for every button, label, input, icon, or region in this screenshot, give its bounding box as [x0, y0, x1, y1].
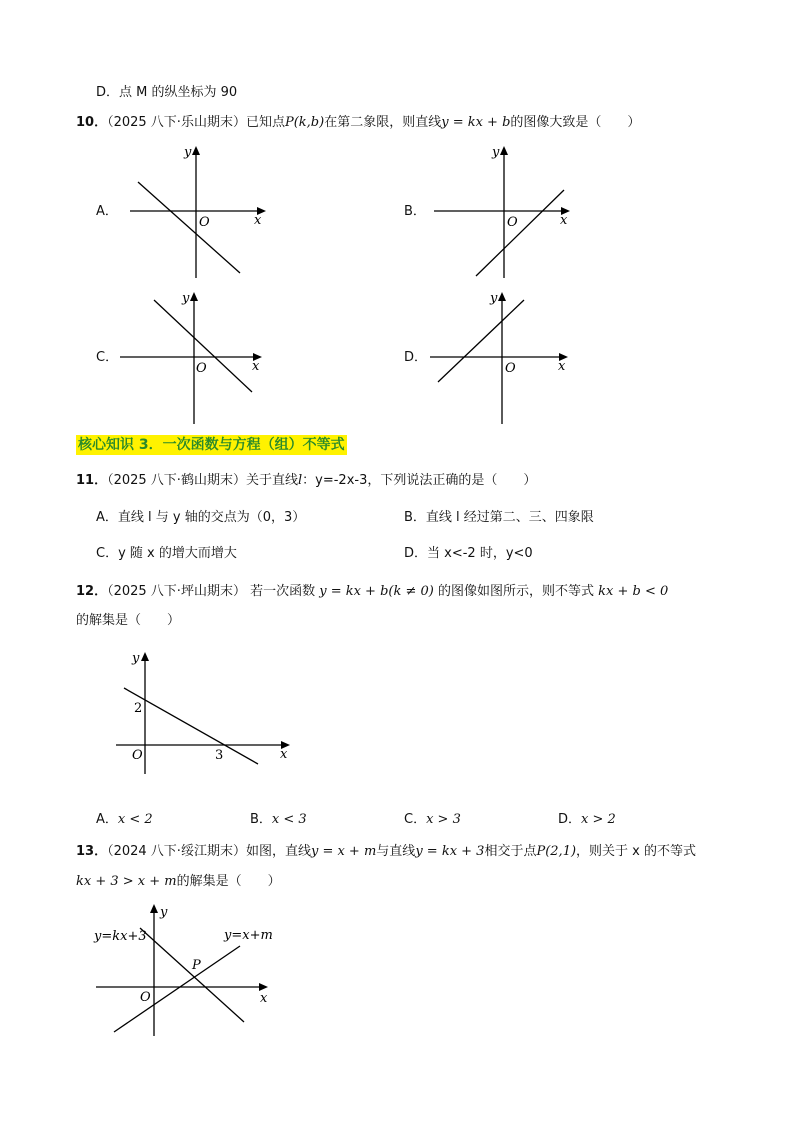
x-axis-arrow: [259, 983, 268, 991]
q11-number: 11．: [76, 473, 108, 488]
q13-point: P(2,1): [536, 844, 577, 859]
q11-line-eq: ：y=-2x-3: [302, 473, 368, 488]
q10-option-c-label: C．: [96, 350, 119, 365]
graph-line: [124, 688, 258, 764]
q11-option-a: A．直线 l 与 y 轴的交点为（0，3）: [96, 510, 306, 525]
graph-line: [154, 300, 252, 392]
x-intercept-label: 3: [215, 748, 224, 763]
q13-number: 13．: [76, 844, 108, 859]
y-axis-arrow: [150, 904, 158, 913]
q10-option-d-label: D．: [404, 350, 428, 365]
x-label: x: [260, 991, 268, 1006]
q10-stem: [76, 114, 640, 132]
x-label: x: [254, 213, 262, 228]
q10-source: （2025 八下·乐山期末）: [107, 115, 246, 130]
q11-option-c: C．y 随 x 的增大而增大: [96, 546, 237, 561]
q12-option-c-math: x > 3: [426, 812, 461, 827]
y-label: y: [490, 291, 498, 306]
q12-stem-cont: 的解集是（ ）: [76, 613, 181, 628]
q10-option-a-label: A．: [96, 204, 118, 219]
q11-text-b: ，下列说法正确的是（ ）: [367, 473, 537, 488]
origin-label: O: [507, 215, 518, 230]
y-label: y: [160, 905, 168, 920]
q13-text-e: 的解集是（ ）: [176, 874, 281, 889]
q12-option-a-label: A．: [96, 812, 118, 827]
q9-option-d: D．点 M 的纵坐标为 90: [96, 85, 238, 100]
q10-option-b-label: B．: [404, 204, 426, 219]
q10-option-a-graph: [120, 140, 280, 282]
q13-text-d: ，则关于 x 的不等式: [576, 844, 697, 859]
graph-line: [476, 190, 564, 276]
q12-inequality: kx + b < 0: [598, 584, 669, 599]
q10-option-b-graph: [428, 140, 588, 282]
y-label: y: [132, 651, 140, 666]
q13-stem-cont: [76, 873, 281, 891]
q13-inequality: kx + 3 > x + m: [76, 874, 177, 889]
y-axis-arrow: [498, 292, 506, 301]
q13-eq1: y = x + m: [310, 844, 377, 859]
q12-option-a: [96, 811, 153, 829]
point-p-label: P: [192, 958, 201, 973]
graph-line: [138, 182, 240, 273]
q12-option-d: [558, 811, 616, 829]
q13-graph: [90, 898, 290, 1040]
section-heading: 核心知识 3．一次函数与方程（组）不等式: [78, 437, 345, 453]
q10-option-c-graph: [116, 286, 276, 428]
q11-stem: [76, 472, 536, 490]
q12-equation: y = kx + b(k ≠ 0): [319, 584, 434, 599]
q12-option-b-math: x < 3: [271, 812, 307, 827]
origin-label: O: [140, 990, 151, 1005]
q11-option-d: D．当 x<-2 时，y<0: [404, 546, 533, 561]
q10-point: P(k,b): [284, 115, 325, 130]
q10-text-a: 已知点: [245, 115, 285, 130]
x-label: x: [558, 359, 566, 374]
q12-option-c: [404, 811, 461, 829]
q13-text-b: 与直线: [376, 844, 416, 859]
q10-text-b: 在第二象限，则直线: [324, 115, 442, 130]
y-axis-arrow: [500, 146, 508, 155]
q10-number: 10．: [76, 115, 108, 130]
y-axis-arrow: [141, 652, 149, 661]
q13-source: （2024 八下·绥江期末）: [107, 844, 246, 859]
y-axis-arrow: [190, 292, 198, 301]
x-label: x: [560, 213, 568, 228]
q12-option-c-label: C．: [404, 812, 427, 827]
q10-option-d-graph: [426, 286, 586, 428]
origin-label: O: [505, 361, 516, 376]
q13-text-a: 如图，直线: [245, 844, 311, 859]
q12-option-d-math: x > 2: [581, 812, 616, 827]
label-x-plus-m: y=x+m: [224, 928, 273, 943]
line-x-plus-m: [114, 946, 240, 1032]
q12-option-b: [250, 811, 307, 829]
q12-text-a: 若一次函数: [245, 584, 320, 599]
q12-number: 12．: [76, 584, 108, 599]
origin-label: O: [132, 748, 143, 763]
y-axis-arrow: [192, 146, 200, 155]
y-label: y: [182, 291, 190, 306]
x-label: x: [280, 747, 288, 762]
q10-equation: y = kx + b: [441, 115, 511, 130]
q12-option-d-label: D．: [558, 812, 582, 827]
y-intercept-label: 2: [134, 701, 143, 716]
q11-text-a: 关于直线: [245, 473, 298, 488]
q11-option-b: B．直线 l 经过第二、三、四象限: [404, 510, 594, 525]
x-label: x: [252, 359, 260, 374]
q12-option-a-math: x < 2: [117, 812, 153, 827]
q12-option-b-label: B．: [250, 812, 272, 827]
origin-label: O: [199, 215, 210, 230]
label-kx-plus-3: y=kx+3: [94, 929, 147, 944]
q12-graph: [112, 646, 302, 776]
q11-line-name: l: [297, 473, 303, 488]
q13-text-c: 相交于点: [484, 844, 537, 859]
q10-text-c: 的图像大致是（ ）: [510, 115, 641, 130]
q12-text-b: 的图像如图所示，则不等式: [433, 584, 599, 599]
y-label: y: [184, 145, 192, 160]
q11-source: （2025 八下·鹤山期末）: [107, 473, 246, 488]
origin-label: O: [196, 361, 207, 376]
q12-source: （2025 八下·坪山期末）: [107, 584, 246, 599]
q12-stem: [76, 583, 668, 601]
q13-stem: [76, 843, 696, 861]
q13-eq2: y = kx + 3: [415, 844, 485, 859]
y-label: y: [492, 145, 500, 160]
